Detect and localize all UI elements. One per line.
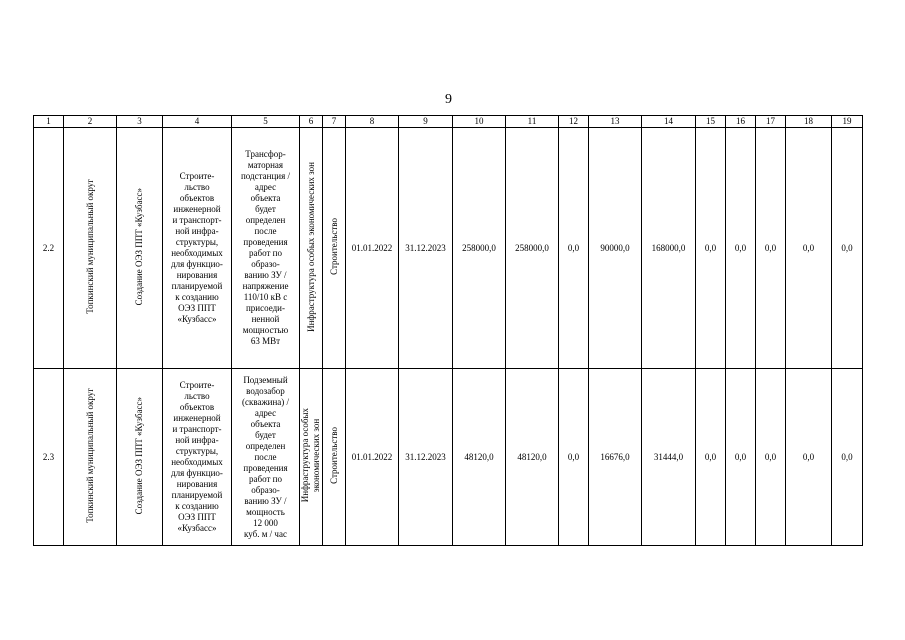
header-cell: 1 xyxy=(34,116,64,128)
end-date: 31.12.2023 xyxy=(399,369,453,546)
value-cell: 0,0 xyxy=(756,128,786,369)
value-cell: 0,0 xyxy=(696,128,726,369)
value-cell: 0,0 xyxy=(756,369,786,546)
infra-cell xyxy=(300,369,323,546)
value-cell: 0,0 xyxy=(559,128,589,369)
object-cell: Подземный водозабор (скважина) / адрес объекта будет определен после проведения работ по образо- ванию ЗУ / мощность 12 000 куб. м / час xyxy=(232,369,300,546)
header-cell: 7 xyxy=(323,116,346,128)
header-cell: 5 xyxy=(232,116,300,128)
header-cell: 12 xyxy=(559,116,589,128)
value-cell: 0,0 xyxy=(726,369,756,546)
value-cell: 168000,0 xyxy=(642,128,696,369)
header-cell: 9 xyxy=(399,116,453,128)
value-cell: 0,0 xyxy=(786,128,832,369)
start-date: 01.01.2022 xyxy=(346,128,399,369)
header-row xyxy=(34,116,863,128)
infra-text: Инфраструктура особых экономических зон xyxy=(305,161,316,332)
value-cell: 31444,0 xyxy=(642,369,696,546)
data-table xyxy=(33,115,863,546)
value-cell: 0,0 xyxy=(832,369,863,546)
value-cell: 0,0 xyxy=(786,369,832,546)
value-cell: 16676,0 xyxy=(589,369,642,546)
work-text: Строительство xyxy=(328,218,339,275)
header-cell: 3 xyxy=(117,116,163,128)
object-cell: Трансфор- маторная подстанция / адрес объекта будет определен после проведения работ по образо- ванию ЗУ / напряжение 110/10 кВ с присоеди- ненной мощностью 63 МВт xyxy=(232,128,300,369)
project-text: Создание ОЭЗ ППТ «Кузбасс» xyxy=(134,396,144,515)
row-number: 2.2 xyxy=(34,128,64,369)
district-cell xyxy=(64,128,117,369)
event-cell: Строите- льство объектов инженерной и транспорт- ной инфра- структуры, необходимых для функцио- нирования планируемой к созданию ОЭЗ ППТ «Кузбасс» xyxy=(163,369,232,546)
header-cell: 11 xyxy=(506,116,559,128)
end-date: 31.12.2023 xyxy=(399,128,453,369)
event-cell: Строите- льство объектов инженерной и транспорт- ной инфра- структуры, необходимых для функцио- нирования планируемой к созданию ОЭЗ ППТ «Кузбасс» xyxy=(163,128,232,369)
work-cell xyxy=(323,128,346,369)
district-text: Топкинский муниципальный округ xyxy=(84,179,95,314)
table-row xyxy=(34,128,863,369)
header-cell: 6 xyxy=(300,116,323,128)
project-text: Создание ОЭЗ ППТ «Кузбасс» xyxy=(134,187,144,306)
value-cell: 48120,0 xyxy=(453,369,506,546)
work-cell xyxy=(323,369,346,546)
district-text: Топкинский муниципальный округ xyxy=(84,388,95,523)
header-cell: 17 xyxy=(756,116,786,128)
value-cell: 258000,0 xyxy=(453,128,506,369)
header-cell: 4 xyxy=(163,116,232,128)
value-cell: 0,0 xyxy=(832,128,863,369)
value-cell: 0,0 xyxy=(559,369,589,546)
value-cell: 258000,0 xyxy=(506,128,559,369)
header-cell: 14 xyxy=(642,116,696,128)
start-date: 01.01.2022 xyxy=(346,369,399,546)
page-number: 9 xyxy=(445,92,452,107)
value-cell: 0,0 xyxy=(696,369,726,546)
district-cell xyxy=(64,369,117,546)
table-row xyxy=(34,369,863,546)
value-cell: 0,0 xyxy=(726,128,756,369)
header-cell: 16 xyxy=(726,116,756,128)
header-cell: 13 xyxy=(589,116,642,128)
work-text: Строительство xyxy=(328,427,339,484)
row-number: 2.3 xyxy=(34,369,64,546)
value-cell: 90000,0 xyxy=(589,128,642,369)
infra-text: Инфраструктура особых экономических зон xyxy=(300,408,321,503)
header-cell: 15 xyxy=(696,116,726,128)
project-cell xyxy=(117,369,163,546)
header-cell: 19 xyxy=(832,116,863,128)
header-cell: 8 xyxy=(346,116,399,128)
header-cell: 10 xyxy=(453,116,506,128)
value-cell: 48120,0 xyxy=(506,369,559,546)
header-cell: 2 xyxy=(64,116,117,128)
infra-cell xyxy=(300,128,323,369)
header-cell: 18 xyxy=(786,116,832,128)
project-cell xyxy=(117,128,163,369)
